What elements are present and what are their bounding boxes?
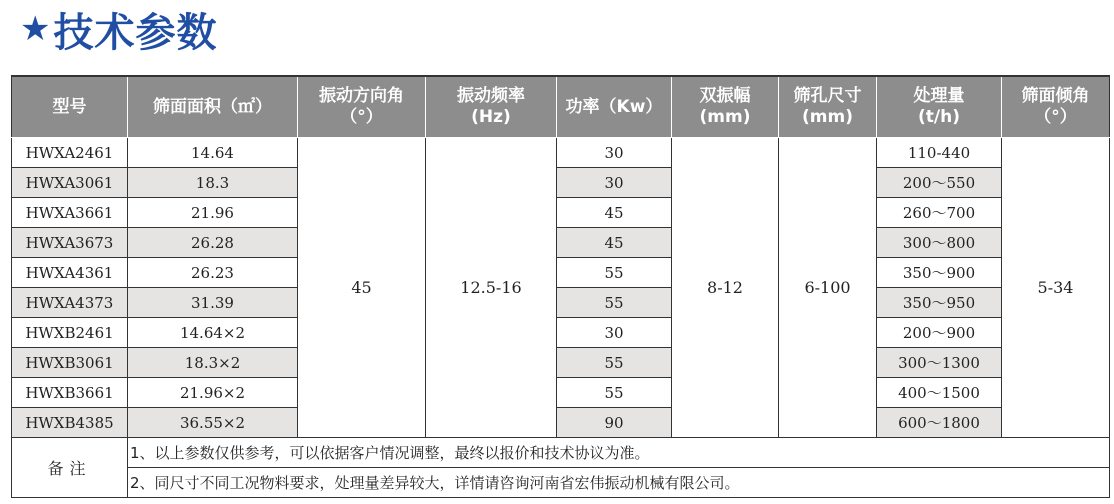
cell-model: HWXA2461 bbox=[12, 138, 128, 168]
column-header-text: （°） bbox=[1034, 107, 1077, 127]
column-header-text: 筛面倾角 bbox=[1021, 86, 1090, 106]
table-row bbox=[12, 138, 1110, 168]
column-header-model bbox=[12, 76, 128, 138]
cell-model: HWXB2461 bbox=[12, 318, 128, 348]
cell-model: HWXA3673 bbox=[12, 228, 128, 258]
column-header-text: 双振幅 bbox=[699, 86, 751, 106]
cell-area: 31.39 bbox=[128, 288, 298, 318]
cell-capacity: 300～1300 bbox=[877, 348, 1002, 378]
cell-capacity: 200～550 bbox=[877, 168, 1002, 198]
column-header-aperture bbox=[779, 76, 877, 138]
cell-capacity: 110-440 bbox=[877, 138, 1002, 168]
cell-area: 36.55×2 bbox=[128, 408, 298, 438]
cell-area: 26.23 bbox=[128, 258, 298, 288]
cell-area: 21.96 bbox=[128, 198, 298, 228]
column-header-text: (mm) bbox=[802, 107, 853, 127]
column-header-inclination bbox=[1002, 76, 1110, 138]
cell-area: 18.3×2 bbox=[128, 348, 298, 378]
remarks-label: 备注 bbox=[12, 438, 128, 498]
column-header-text: 筛孔尺寸 bbox=[793, 86, 862, 106]
table-row bbox=[12, 168, 1110, 198]
remark-row bbox=[12, 468, 1110, 498]
table-row bbox=[12, 198, 1110, 228]
column-header-capacity bbox=[877, 76, 1002, 138]
cell-power: 45 bbox=[557, 198, 672, 228]
column-header-text: （°） bbox=[340, 107, 383, 127]
column-header-text: (t/h) bbox=[918, 107, 960, 127]
table-header-row bbox=[12, 76, 1110, 138]
table-row bbox=[12, 378, 1110, 408]
column-header-frequency bbox=[426, 76, 557, 138]
cell-model: HWXA3661 bbox=[12, 198, 128, 228]
column-header-amplitude bbox=[672, 76, 779, 138]
cell-model: HWXB3061 bbox=[12, 348, 128, 378]
cell-capacity: 400～1500 bbox=[877, 378, 1002, 408]
column-header-text: 型号 bbox=[52, 96, 87, 117]
cell-model: HWXA3061 bbox=[12, 168, 128, 198]
cell-capacity: 350～900 bbox=[877, 258, 1002, 288]
column-header-text: (Hz) bbox=[471, 107, 511, 127]
table-row bbox=[12, 288, 1110, 318]
cell-capacity: 260～700 bbox=[877, 198, 1002, 228]
column-header-text: 振动频率 bbox=[457, 86, 525, 106]
cell-power: 55 bbox=[557, 348, 672, 378]
column-header-power bbox=[557, 76, 672, 138]
cell-area: 26.28 bbox=[128, 228, 298, 258]
cell-model: HWXA4361 bbox=[12, 258, 128, 288]
remark-text: 1、以上参数仅供参考，可以依据客户情况调整，最终以报价和技术协议为准。 bbox=[128, 438, 1110, 468]
cell-area: 21.96×2 bbox=[128, 378, 298, 408]
remark-row bbox=[12, 438, 1110, 468]
column-header-area bbox=[128, 76, 298, 138]
table-row bbox=[12, 348, 1110, 378]
cell-model: HWXA4373 bbox=[12, 288, 128, 318]
table-row bbox=[12, 318, 1110, 348]
column-header-text: 功率（Kw） bbox=[565, 96, 663, 117]
cell-power: 45 bbox=[557, 228, 672, 258]
cell-area: 14.64×2 bbox=[128, 318, 298, 348]
cell-power: 55 bbox=[557, 288, 672, 318]
cell-vibration-angle: 45 bbox=[298, 138, 426, 438]
cell-inclination: 5-34 bbox=[1002, 138, 1110, 438]
table-row bbox=[12, 228, 1110, 258]
column-header-text: (mm) bbox=[699, 107, 751, 127]
remark-text: 2、同尺寸不同工况物料要求，处理量差异较大，详情请咨询河南省宏伟振动机械有限公司。 bbox=[128, 468, 1110, 498]
column-header-text: 振动方向角 bbox=[319, 86, 404, 106]
cell-power: 55 bbox=[557, 258, 672, 288]
column-header-vibration-angle bbox=[298, 76, 426, 138]
column-header-text: 处理量 bbox=[913, 86, 965, 106]
cell-aperture: 6-100 bbox=[779, 138, 877, 438]
cell-capacity: 200～900 bbox=[877, 318, 1002, 348]
cell-amplitude: 8-12 bbox=[672, 138, 779, 438]
cell-capacity: 300～800 bbox=[877, 228, 1002, 258]
cell-area: 18.3 bbox=[128, 168, 298, 198]
column-header-text: 筛面面积（㎡） bbox=[153, 96, 272, 117]
spec-table bbox=[11, 75, 1110, 498]
cell-power: 30 bbox=[557, 138, 672, 168]
table-row bbox=[12, 258, 1110, 288]
cell-power: 55 bbox=[557, 378, 672, 408]
cell-area: 14.64 bbox=[128, 138, 298, 168]
cell-power: 30 bbox=[557, 168, 672, 198]
cell-power: 90 bbox=[557, 408, 672, 438]
section-title bbox=[20, 4, 217, 54]
cell-power: 30 bbox=[557, 318, 672, 348]
star-icon: ★ bbox=[20, 9, 52, 49]
cell-model: HWXB3661 bbox=[12, 378, 128, 408]
section-title-text: 技术参数 bbox=[53, 9, 218, 56]
cell-model: HWXB4385 bbox=[12, 408, 128, 438]
cell-capacity: 600～1800 bbox=[877, 408, 1002, 438]
table-row bbox=[12, 408, 1110, 438]
table-body bbox=[12, 138, 1110, 498]
cell-capacity: 350～950 bbox=[877, 288, 1002, 318]
cell-frequency: 12.5-16 bbox=[426, 138, 557, 438]
